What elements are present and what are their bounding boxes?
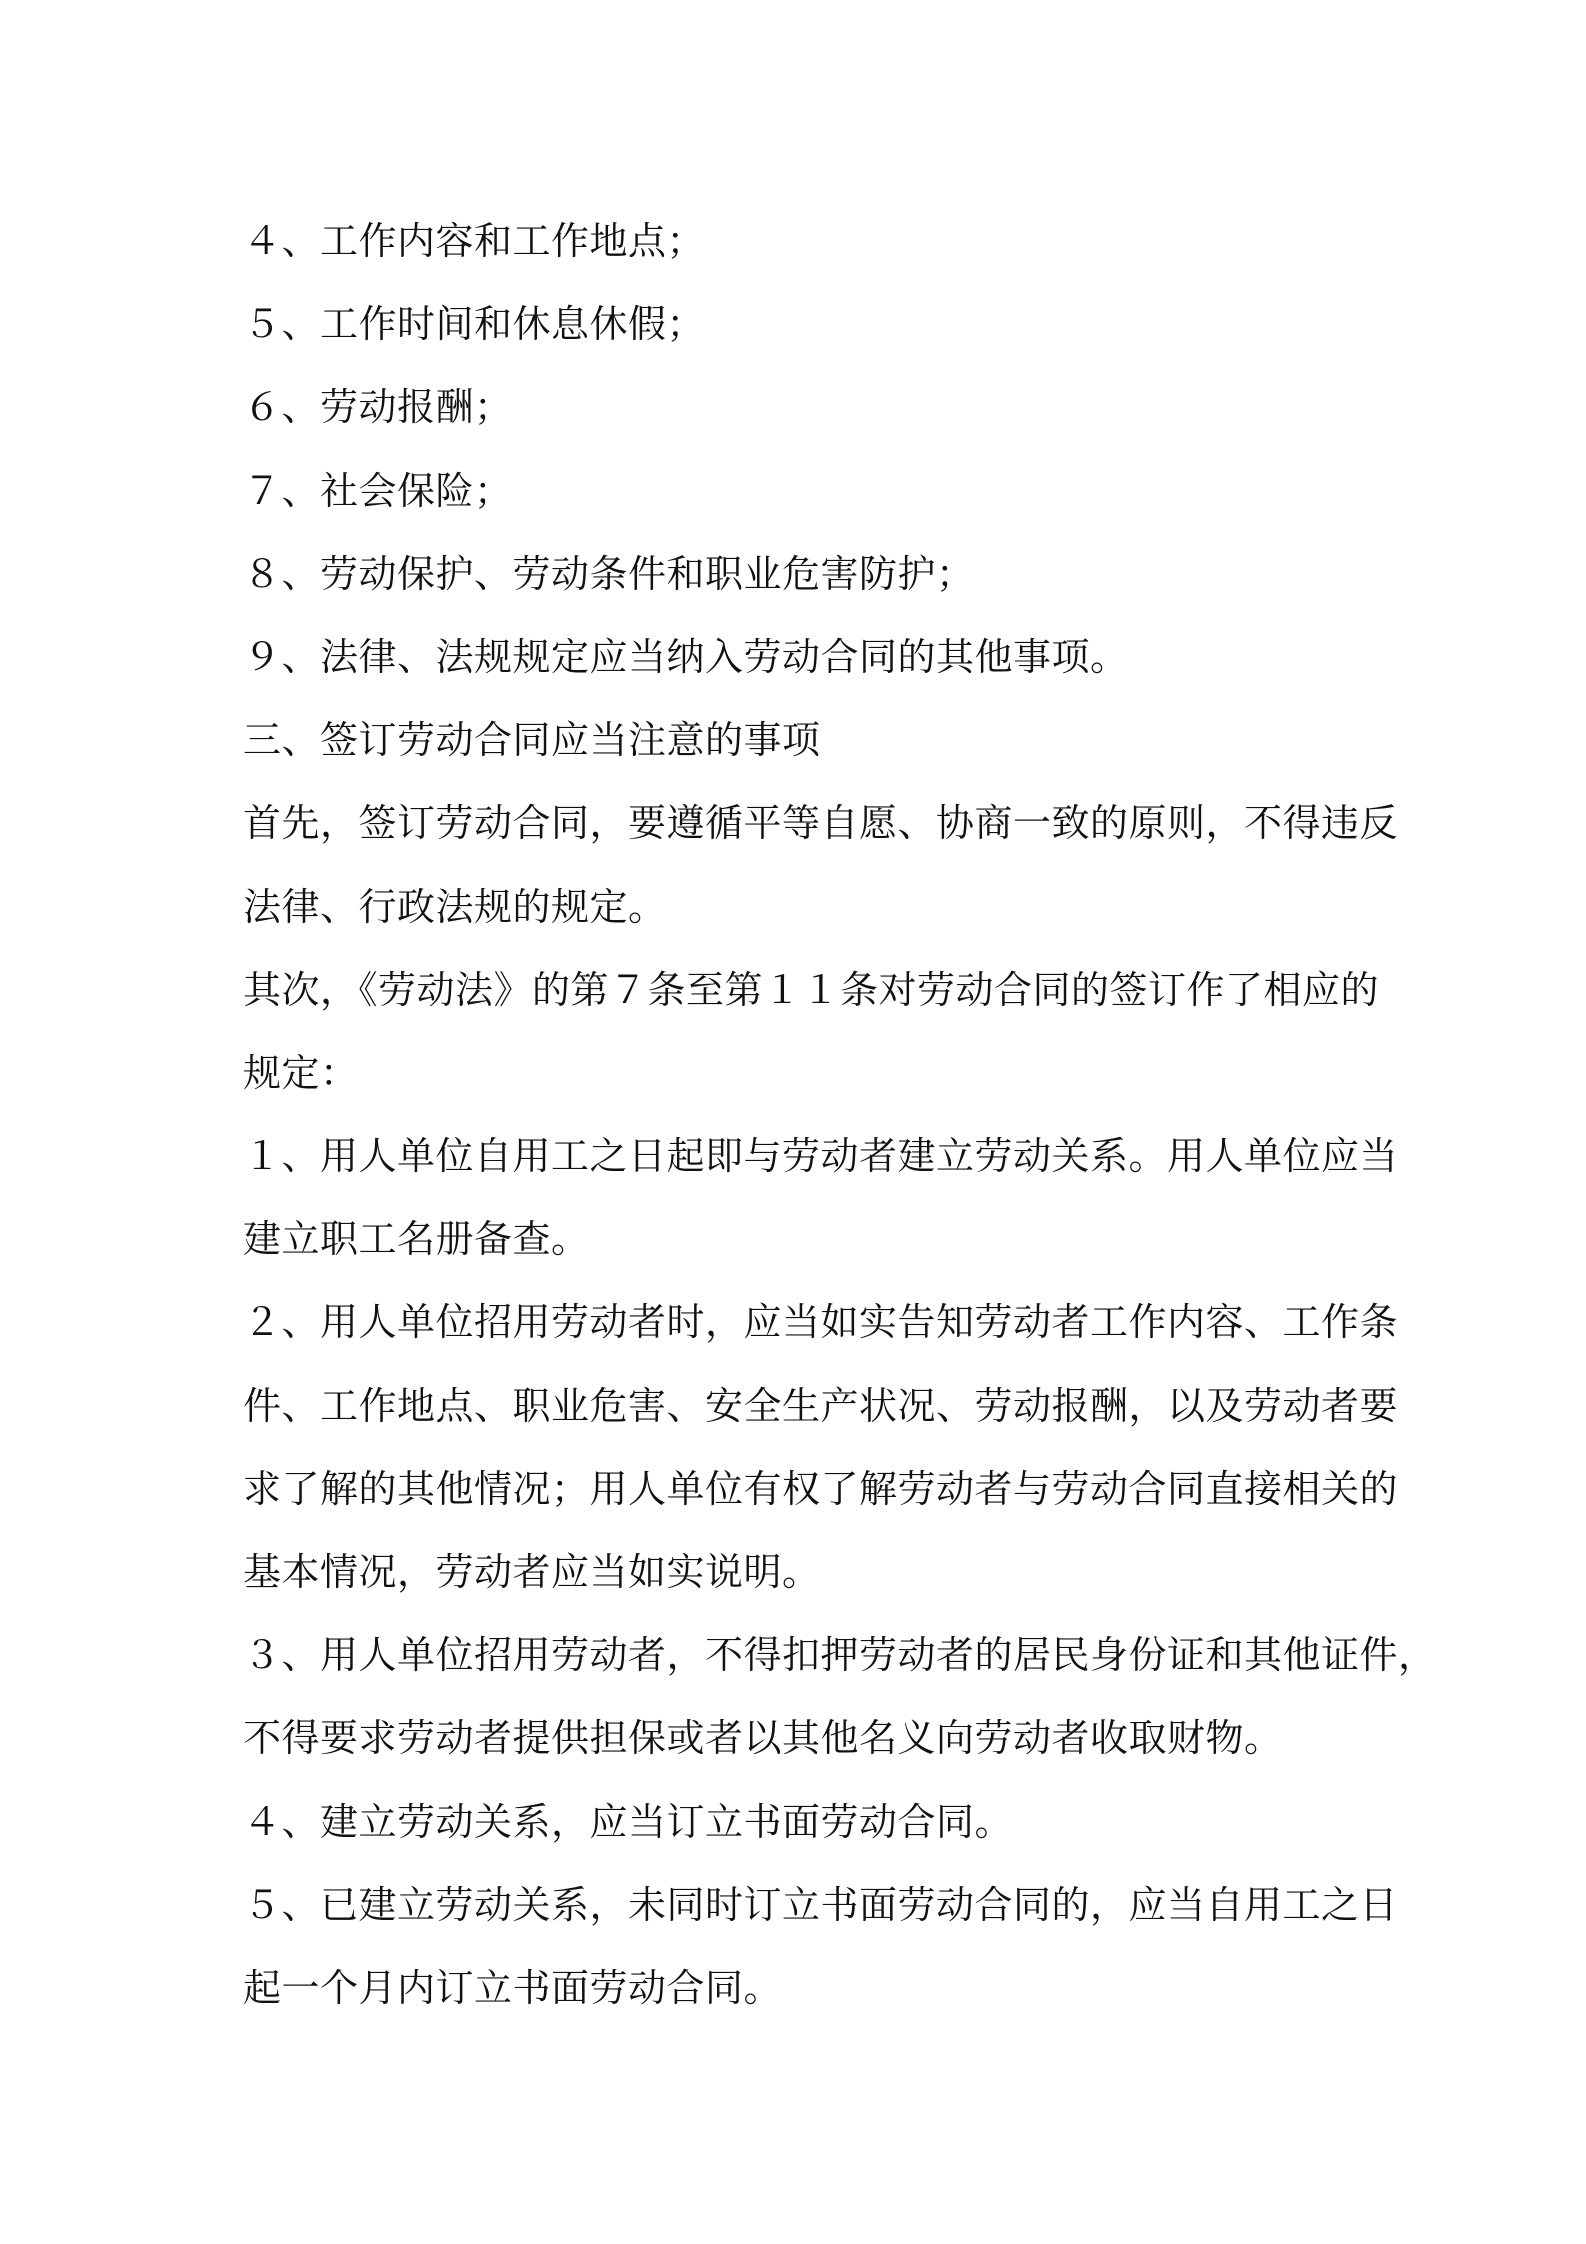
rule-5-line-2: 起一个月内订立书面劳动合同。: [243, 1965, 783, 2010]
list-item-6-remuneration: ６、劳动报酬；: [243, 385, 513, 430]
rule-5-line-1: ５、已建立劳动关系，未同时订立书面劳动合同的，应当自用工之日: [243, 1882, 1399, 1927]
list-item-4-work-content: ４、工作内容和工作地点；: [243, 219, 706, 263]
rule-2-line-3: 求了解的其他情况；用人单位有权了解劳动者与劳动合同直接相关的: [243, 1466, 1399, 1511]
paragraph-first-line-2: 法律、行政法规的规定。: [243, 884, 667, 929]
rule-4-line-1: ４、建立劳动关系，应当订立书面劳动合同。: [243, 1799, 1014, 1844]
list-item-7-social-insurance: ７、社会保险；: [243, 468, 513, 513]
rule-1-line-1: １、用人单位自用工之日起即与劳动者建立劳动关系。用人单位应当: [243, 1134, 1399, 1179]
section-heading-3: 三、签订劳动合同应当注意的事项: [243, 718, 821, 763]
document-body: [243, 200, 1437, 2030]
rule-3-line-2: 不得要求劳动者提供担保或者以其他名义向劳动者收取财物。: [243, 1716, 1283, 1761]
paragraph-second-line-2: 规定：: [243, 1050, 359, 1095]
list-item-8-labor-protection: ８、劳动保护、劳动条件和职业危害防护；: [243, 551, 975, 596]
list-item-5-work-hours: ５、工作时间和休息休假；: [243, 302, 706, 347]
rule-3-line-1: ３、用人单位招用劳动者，不得扣押劳动者的居民身份证和其他证件，: [243, 1633, 1437, 1678]
paragraph-first-line-1: 首先，签订劳动合同，要遵循平等自愿、协商一致的原则，不得违反: [243, 801, 1399, 846]
paragraph-second-line-1: 其次，《劳动法》的第７条至第１１条对劳动合同的签订作了相应的: [243, 967, 1380, 1012]
rule-2-line-2: 件、工作地点、职业危害、安全生产状况、劳动报酬，以及劳动者要: [243, 1383, 1399, 1428]
rule-2-line-4: 基本情况，劳动者应当如实说明。: [243, 1550, 821, 1594]
list-item-9-other-matters: ９、法律、法规规定应当纳入劳动合同的其他事项。: [243, 634, 1129, 679]
rule-1-line-2: 建立职工名册备查。: [243, 1217, 590, 1262]
rule-2-line-1: ２、用人单位招用劳动者时，应当如实告知劳动者工作内容、工作条: [243, 1300, 1399, 1345]
